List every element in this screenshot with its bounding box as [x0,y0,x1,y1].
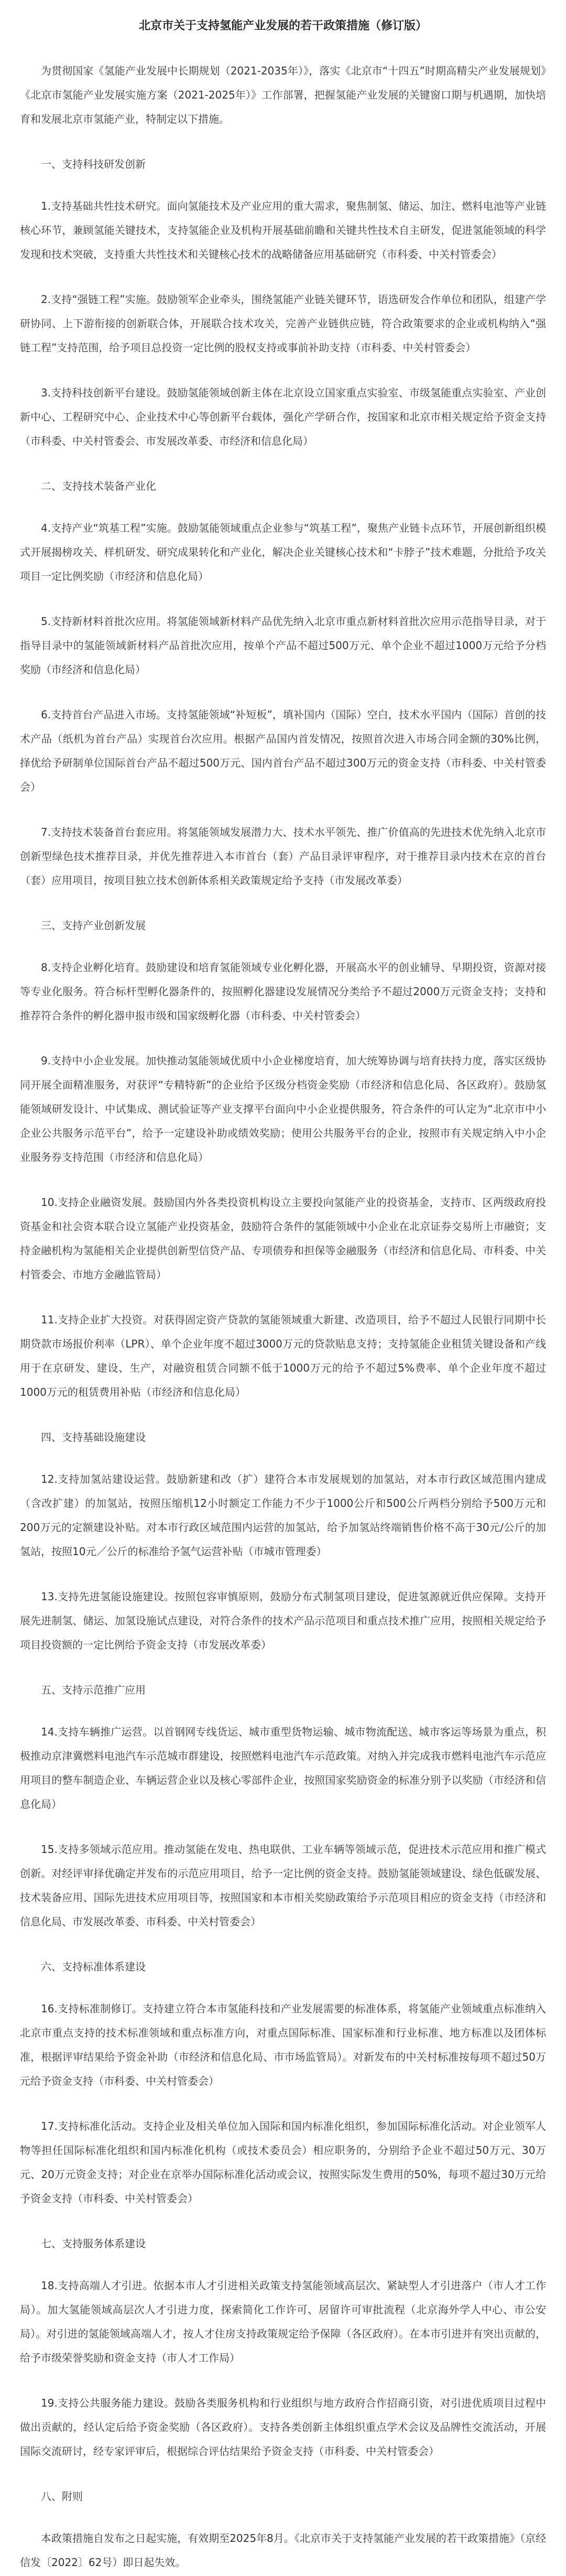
section-heading: 二、支持技术装备产业化 [41,480,156,492]
policy-paragraph: 10.支持企业融资发展。鼓励国内外各类投资机构设立主要投向氢能产业的投资基金，支持市、区两级政府投资基金和社会资本联合设立氢能产业投资基金，鼓励符合条件的氢能领域中小企业在北京证券交易所上市融资；支持金融机构为氢能相关企业提供创新型信贷产品、专项债券和担保等金融服务（市经济和信息化局、市科委、中关村管委会、市地方金融监管局） [20,1196,546,1281]
policy-section [20,474,546,892]
policy-paragraph: 6.支持首台产品进入市场。支持氢能领域“补短板”，填补国内（国际）空白，技术水平国内（国际）首创的技术产品（纸机为首台产品）实现首台次应用。根据产品国内首发情况，按照首次进入市场合同金额的30%比例，择优给予研制单位国际首台产品不超过500万元、国内首台产品不超过300万元的资金支持（市科委、中关村管委会） [20,708,546,793]
section-heading: 一、支持科技研发创新 [41,158,146,170]
policy-section [20,1955,546,2211]
policy-paragraph: 17.支持标准化活动。支持企业及相关单位加入国际和国内标准化组织，参加国际标准化活动。对企业领军人物等担任国际标准化组织和国内标准化机构（或技术委员会）相应职务的，分别给予企业不超过50万元、30万元、20万元资金支持；对企业在京举办国际标准化活动或会议，按照实际发生费用的50%，每项不超过30万元给予资金支持（市科委、中关村管委会） [20,2120,546,2205]
policy-paragraph: 18.支持高端人才引进。依据本市人才引进相关政策支持氢能领域高层次、紧缺型人才引进落户（市人才工作局）。加大氢能领域高层次人才引进力度，探索简化工作许可、居留许可审批流程（北京海外学人中心、市公安局）。对引进的氢能领域高端人才，按人才住房支持政策规定给予保障（各区政府）。在本市引进并有突出贡献的，给予市级荣誉奖励和资金支持（市人才工作局） [20,2279,546,2364]
policy-section [20,913,546,1404]
policy-paragraph: 2.支持“强链工程”实施。鼓励领军企业牵头，围绕氢能产业链关键环节，语选研发合作单位和团队，组建产学研协同、上下游衔接的创新联合体，开展联合技术攻关，完善产业链供应链，符合政策要求的企业或机构纳入“强链工程”支持范围，给予项目总投资一定比例的股权支持或事前补助支持（市科委、中关村管委会） [20,293,546,354]
policy-paragraph: 14.支持车辆推广运营。以首钢网专线货运、城市重型货物运输、城市物流配送、城市客运等场景为重点，积极推动京津冀燃料电池汽车示范城市群建设，按照燃料电池汽车示范政策。对纳入并完成我市燃料电池汽车示范应用项目的整车制造企业、车辆运营企业以及核心零部件企业，按照国家奖励资金的标准分别予以奖励（市经济和信息化局） [20,1726,546,1810]
section-heading: 四、支持基础设施建设 [41,1431,146,1443]
policy-section [20,152,546,453]
section-heading: 八、附则 [41,2490,83,2503]
policy-paragraph: 19.支持公共服务能力建设。鼓励各类服务机构和行业组织与地方政府合作招商引资，对引进优质项目过程中做出贡献的，经认定后给予资金奖励（各区政府）。支持各类创新主体组织重点学术会议及品牌性交流活动，开展国际交流研讨，经专家评审后，根据综合评估结果给予资金支持（市科委、中关村管委会） [20,2397,546,2458]
policy-paragraph: 4.支持产业“筑基工程”实施。鼓励氢能领域重点企业参与“筑基工程”，聚焦产业链卡点环节，开展创新组织模式开展揭榜攻关、样机研发、研究成果转化和产业化，解决企业关键核心技术和“卡脖子”技术难题，分批给予攻关项目一定比例奖励（市经济和信息化局） [20,522,546,583]
sections-container [20,152,546,2574]
policy-section [20,1425,546,1657]
section-heading: 六、支持标准体系建设 [41,1960,146,1973]
policy-paragraph: 9.支持中小企业发展。加快推动氢能领域优质中小企业梯度培育，加大统筹协调与培育扶持力度，落实区级协同开展全面精准服务，对获评“专精特新”的企业给予区级分档资金奖励（市经济和信息化局、各区政府）。鼓励氢能领域研发设计、中试集成、测试验证等产业支撑平台面向中小企业提供服务，符合条件的可认定为“北京市中小企业公共服务示范平台”，给予一定建设补助或绩效奖励；使用公共服务平台的企业，按照市有关规定纳入中小企业服务券支持范围（市经济和信息化局） [20,1054,546,1163]
policy-section [20,2484,546,2574]
policy-paragraph: 5.支持新材料首批次应用。将氢能领域新材料产品优先纳入北京市重点新材料首批次应用示范指导目录，对于指导目录中的氢能领域新材料产品首批次应用，按单个产品不超过500万元、单个企业不超过1000万元给予分档奖励（市经济和信息化局） [20,615,546,676]
intro-paragraph: 为贯彻国家《氢能产业发展中长期规划（2021-2035年）》，落实《北京市“十四五”时期高精尖产业发展规划》《北京市氢能产业发展实施方案（2021-2025年）》工作部署，把握氢能产业发展的关键窗口期与机遇期，加快培育和发展北京市氢能产业，特制定以下措施。 [20,64,546,125]
policy-paragraph: 本政策措施自发布之日起实施，有效期至2025年8月。《北京市关于支持氢能产业发展的若干政策措施》（京经信发〔2022〕62号）即日起失效。 [20,2532,546,2569]
policy-paragraph: 1.支持基础共性技术研究。面向氢能技术及产业应用的重大需求，聚焦制氢、储运、加注、燃料电池等产业链核心环节，兼顾氢能关键技术，支持氢能企业及机构开展基础前瞻和关键共性技术自主研发，促进氢能领域的科学发现和技术突破，支持重大共性技术和关键核心技术的战略储备应用基础研究（市科委、中关村管委会） [20,200,546,261]
policy-paragraph: 13.支持先进氢能设施建设。按照包容审慎原则，鼓励分布式制氢项目建设，促进氢源就近供应保障。支持开展先进制氢、储运、加氢设施试点建设，对符合条件的技术产品示范项目和重点技术推广应用，按照相关规定给予项目投资额的一定比例给予资金支持（市发展改革委） [20,1590,546,1651]
policy-paragraph: 3.支持科技创新平台建设。鼓励氢能领域创新主体在北京设立国家重点实验室、市级氢能重点实验室、产业创新中心、工程研究中心、企业技术中心等创新平台载体，强化产学研合作，按国家和北京市相关规定给予资金支持（市科委、中关村管委会、市发展改革委、市经济和信息化局） [20,386,546,447]
policy-section [20,2232,546,2463]
document-title: 北京市关于支持氢能产业发展的若干政策措施（修订版） [138,19,427,33]
policy-paragraph: 11.支持企业扩大投资。对获得固定资产贷款的氢能领域重大新建、改造项目，给予不超过人民银行同期中长期贷款市场报价利率（LPR）、单个企业年度不超过3000万元的贷款贴息支持；支持氢能企业租赁关键设备和产线用于在京研发、建设、生产，对融资租赁合同额不低于1000万元的给予不超过5%费率、单个企业年度不超过1000万元的租赁费用补贴（市经济和信息化局） [20,1313,546,1398]
section-heading: 五、支持示范推广应用 [41,1684,146,1696]
policy-paragraph: 7.支持技术装备首台套应用。将氢能领域发展潜力大、技术水平领先、推广价值高的先进技术优先纳入北京市创新型绿色技术推荐目录，并优先推荐进入本市首台（套）产品目录评审程序，对于推荐目录内技术在京的首台（套）应用项目，按项目独立技术创新体系相关政策规定给予支持（市发展改革委） [20,826,546,887]
section-heading: 七、支持服务体系建设 [41,2237,146,2250]
policy-paragraph: 15.支持多领域示范应用。推动氢能在发电、热电联供、工业车辆等领域示范，促进技术示范应用和推广模式创新。对经评审择优确定并发布的示范应用项目，给予一定比例的资金支持。鼓励氢能领域建设、绿色低碳发展、技术装备应用、国际先进技术应用项目等，按照国家和本市相关奖励政策给予示范项目相应的资金支持（市经济和信息化局、市发展改革委、市科委、中关村管委会） [20,1843,546,1928]
policy-section [20,1678,546,1934]
policy-paragraph: 12.支持加氢站建设运营。鼓励新建和改（扩）建符合本市发展规划的加氢站，对本市行政区域范围内建成（含改扩建）的加氢站，按照压缩机12小时额定工作能力不少于1000公斤和500公斤两档分别给予500万元和200万元的定额建设补贴。对本市行政区域范围内运营的加氢站，给予加氢站终端销售价格不高于30元/公斤的加氢站，按照10元／公斤的标准给予氢气运营补贴（市城市管理委） [20,1473,546,1558]
section-heading: 三、支持产业创新发展 [41,919,146,932]
policy-paragraph: 16.支持标准制修订。支持建立符合本市氢能科技和产业发展需要的标准体系，将氢能产业领域重点标准纳入北京市重点支持的技术标准领域和重点标准方向，对重点国际标准、国家标准和行业标准、地方标准以及团体标准，根据评审结果给予资金补助（市经济和信息化局、市市场监管局）。对新发布的中关村标准按每项不超过50万元给予资金支持（市科委、中关村管委会） [20,2002,546,2087]
policy-paragraph: 8.支持企业孵化培育。鼓励建设和培育氢能领域专业化孵化器，开展高水平的创业辅导、早期投资，资源对接等专业化服务。符合标杆型孵化器条件的，按照孵化器建设发展情况分类给予不超过2000万元资金支持；支持和推荐符合条件的孵化器申报市级和国家级孵化器（市科委、中关村管委会） [20,961,546,1022]
